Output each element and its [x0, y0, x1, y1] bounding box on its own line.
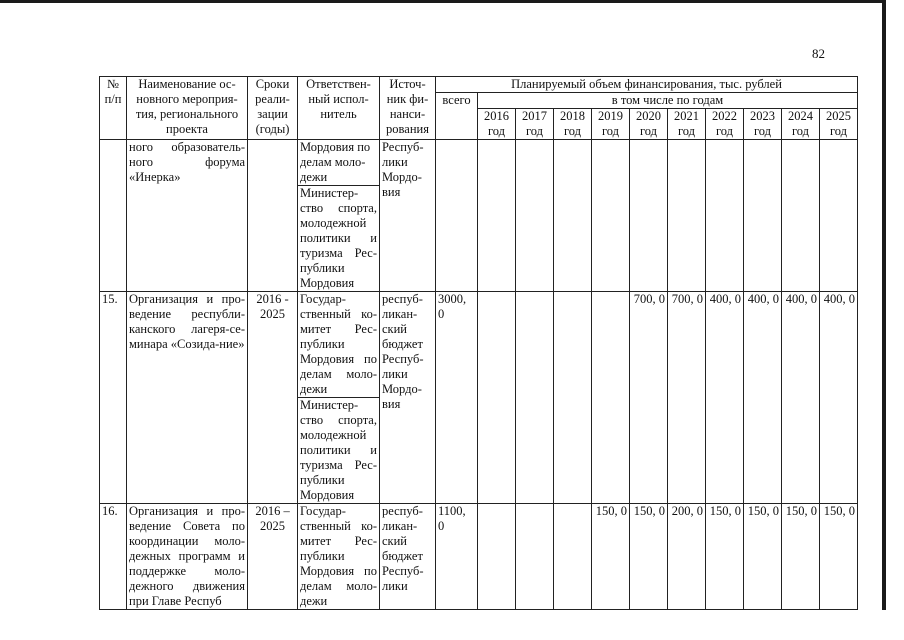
year-amount [478, 504, 516, 610]
header-year: 2023 год [744, 109, 782, 140]
scan-border-top [0, 0, 886, 3]
header-row-1 [100, 77, 858, 93]
row-number: 15. [100, 292, 127, 504]
header-year: 2022 год [706, 109, 744, 140]
header-year: 2018 год [554, 109, 592, 140]
header-responsible: Ответствен-ный испол-нитель [298, 77, 380, 140]
header-source: Источ-ник фи-нанси-рования [380, 77, 436, 140]
header-year: 2021 год [668, 109, 706, 140]
header-name: Наименование ос-новного мероприя-тия, регионального проекта [127, 77, 248, 140]
total-amount: 3000, 0 [436, 292, 478, 504]
header-year: 2025 год [820, 109, 858, 140]
header-year: 2019 год [592, 109, 630, 140]
header-year: 2024 год [782, 109, 820, 140]
table-row [100, 504, 858, 610]
period: 2016 – 2025 [248, 504, 298, 610]
responsible-executor: Министер-ство спорта, молодежной политики и туризма Рес-публики Мордовия [298, 186, 380, 292]
year-amount: 400, 0 [820, 292, 858, 504]
responsible-executor: Государ-ственный ко-митет Рес-публики Мордовия по делам моло-дежи [298, 292, 380, 398]
year-amount: 400, 0 [744, 292, 782, 504]
year-amount: 150, 0 [592, 504, 630, 610]
event-name: ного образователь-ного форума «Инерка» [127, 140, 248, 292]
page-number: 82 [812, 46, 825, 61]
responsible-executor: Мордовия по делам моло-дежи [298, 140, 380, 186]
year-amount: 400, 0 [706, 292, 744, 504]
responsible-executor: Министер-ство спорта, молодежной политики и туризма Рес-публики Мордовия [298, 398, 380, 504]
year-amount: 150, 0 [744, 504, 782, 610]
header-num: № п/п [100, 77, 127, 140]
table-row [100, 140, 858, 186]
year-amount [516, 292, 554, 504]
header-total: всего [436, 93, 478, 140]
event-name: Организация и про-ведение республи-канского лагеря-се-минара «Созида-ние» [127, 292, 248, 504]
financing-source: респуб-ликан-ский бюджет Респуб-лики Мордо-вия [380, 292, 436, 504]
scan-border-right [882, 0, 886, 610]
year-amount: 150, 0 [706, 504, 744, 610]
year-amount [478, 292, 516, 504]
financing-source: респуб-ликан-ский бюджет Респуб-лики [380, 504, 436, 610]
financing-source: Респуб-лики Мордо-вия [380, 140, 436, 292]
year-amount [592, 292, 630, 504]
responsible-executor: Государ-ственный ко-митет Рес-публики Мордовия по делам моло-дежи [298, 504, 380, 610]
year-amount [516, 504, 554, 610]
header-year: 2016 год [478, 109, 516, 140]
header-period: Сроки реали-зации (годы) [248, 77, 298, 140]
year-amount: 150, 0 [630, 504, 668, 610]
year-amount [554, 292, 592, 504]
year-amount: 150, 0 [782, 504, 820, 610]
year-amount [554, 504, 592, 610]
financing-table [99, 76, 858, 610]
header-year: 2020 год [630, 109, 668, 140]
year-amount: 150, 0 [820, 504, 858, 610]
year-amount: 700, 0 [668, 292, 706, 504]
event-name: Организация и про-ведение Совета по координации моло-дежных программ и поддержке моло-дежного движения при Главе Респуб [127, 504, 248, 610]
year-amount: 200, 0 [668, 504, 706, 610]
year-amount: 700, 0 [630, 292, 668, 504]
period: 2016 - 2025 [248, 292, 298, 504]
total-amount: 1100, 0 [436, 504, 478, 610]
table-row [100, 292, 858, 398]
header-year: 2017 год [516, 109, 554, 140]
year-amount: 400, 0 [782, 292, 820, 504]
header-planned: Планируемый объем финансирования, тыс. рублей [436, 77, 858, 93]
row-number: 16. [100, 504, 127, 610]
header-by-years: в том числе по годам [478, 93, 858, 109]
